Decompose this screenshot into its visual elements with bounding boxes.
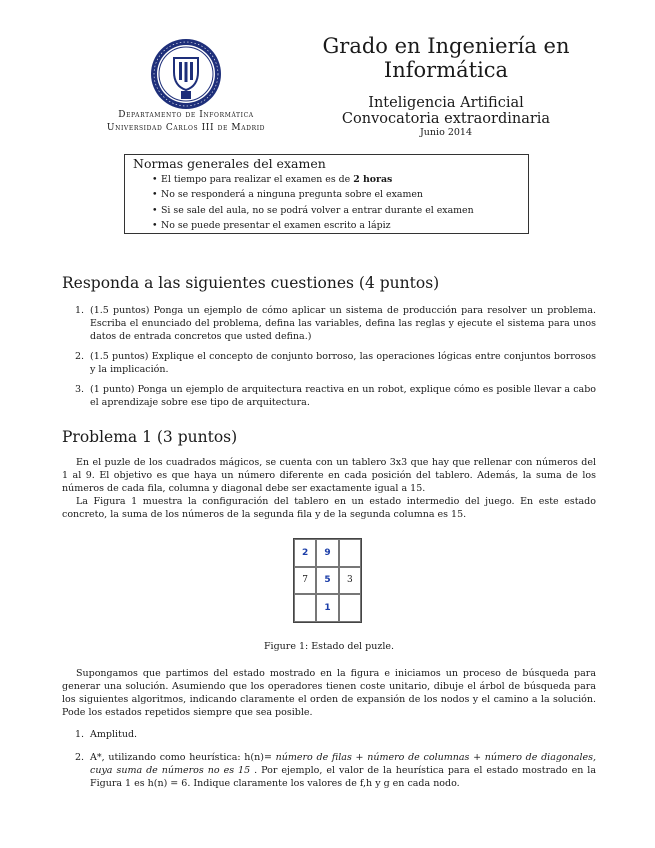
grid-cell: 9: [316, 539, 338, 567]
university-name: Universidad Carlos III de Madrid: [106, 123, 266, 133]
heuristic-definition: número de filas + número de columnas + número de diagonales, cuya suma de números no es 15: [90, 752, 597, 776]
question-1: (1.5 puntos) Ponga un ejemplo de cómo aplicar un sistema de producción para resolver un problema. Escriba el enunciado del problema, defina las variables, defina las reglas y ejecute el sistema para unos datos de entrada concretos que usted defina.): [90, 305, 596, 342]
grid-cell: 1: [316, 594, 338, 622]
section-heading-problema: Problema 1 (3 puntos): [62, 428, 238, 446]
rule-item: • No se puede presentar el examen escrito a lápiz: [161, 218, 474, 233]
grid-cell: [339, 539, 361, 567]
puzzle-grid: [293, 538, 362, 623]
university-seal-logo: [150, 38, 222, 110]
rule-item: [161, 172, 474, 187]
rule-item: • No se responderá a ninguna pregunta sobre el examen: [161, 187, 474, 202]
rules-title: Normas generales del examen: [133, 156, 326, 171]
department-name: Departamento de Informática: [118, 110, 254, 120]
grid-cell: 3: [339, 567, 361, 595]
exam-subject: [306, 95, 586, 127]
grid-cell: 2: [294, 539, 316, 567]
figure-caption: Figure 1: Estado del puzle.: [263, 641, 395, 652]
question-number: 1.: [75, 305, 85, 316]
question-2: (1.5 puntos) Explique el concepto de conjunto borroso, las operaciones lógicas entre conjuntos borrosos y la implicación.: [90, 351, 596, 375]
exam-rules-box: [124, 154, 529, 234]
algorithm-2-text: A*, utilizando como heurística: h(n)=: [90, 752, 276, 763]
degree-title: [306, 34, 586, 82]
section-heading-cuestiones: Responda a las siguientes cuestiones (4 puntos): [62, 274, 440, 292]
algorithm-1: Amplitud.: [90, 729, 138, 740]
degree-title-line2: Informática: [383, 58, 509, 82]
algorithm-2: [90, 751, 596, 790]
degree-title-line1: Grado en Ingeniería en: [322, 34, 570, 58]
grid-cell: 5: [316, 567, 338, 595]
problem-paragraph-1: En el puzle de los cuadrados mágicos, se cuenta con un tablero 3x3 que hay que rellenar con números del 1 al 9. El objetivo es que haya un número diferente en cada posición del tablero. Además, la suma de los números de cada fila, columna y diagonal debe ser exactamente igual a 15.: [62, 457, 596, 494]
algorithm-2-text: . Por ejemplo, el valor de la heurística para el estado mostrado en la Figura 1 es h(n) = 6. Indique claramente los valores de f,h y g en cada nodo.: [90, 765, 596, 789]
subject-name: Inteligencia Artificial: [368, 95, 524, 111]
rule-text: El tiempo para realizar el examen es de: [161, 174, 354, 185]
algorithm-number: 2.: [75, 752, 85, 763]
rules-list: [161, 172, 474, 234]
question-number: 2.: [75, 351, 85, 362]
question-3: (1 punto) Ponga un ejemplo de arquitectura reactiva en un robot, explique cómo es posible llevar a cabo el aprendizaje sobre ese tipo de arquitectura.: [90, 384, 596, 408]
question-number: 3.: [75, 384, 85, 395]
rule-item: • Si se sale del aula, no se podrá volver a entrar durante el examen: [161, 203, 474, 218]
exam-session: Convocatoria extraordinaria: [341, 111, 551, 127]
problem-paragraph-2: La Figura 1 muestra la configuración del tablero en un estado intermedio del juego. En este estado concreto, la suma de los números de la segunda fila y de la segunda columna es 15.: [62, 496, 596, 520]
algorithm-number: 1.: [75, 729, 85, 740]
problem-paragraph-3: Supongamos que partimos del estado mostrado en la figura e iniciamos un proceso de búsqueda para generar una solución. Asumiendo que los operadores tienen coste unitario, dibuje el árbol de búsqueda para los siguientes algoritmos, indicando claramente el orden de expansión de los nodos y el camino a la solución. Pode los estados repetidos siempre que sea posible.: [62, 668, 596, 718]
grid-cell: [294, 594, 316, 622]
grid-cell: 7: [294, 567, 316, 595]
exam-date: Junio 2014: [420, 127, 472, 138]
rule-duration: 2 horas: [353, 174, 393, 185]
grid-cell: [339, 594, 361, 622]
